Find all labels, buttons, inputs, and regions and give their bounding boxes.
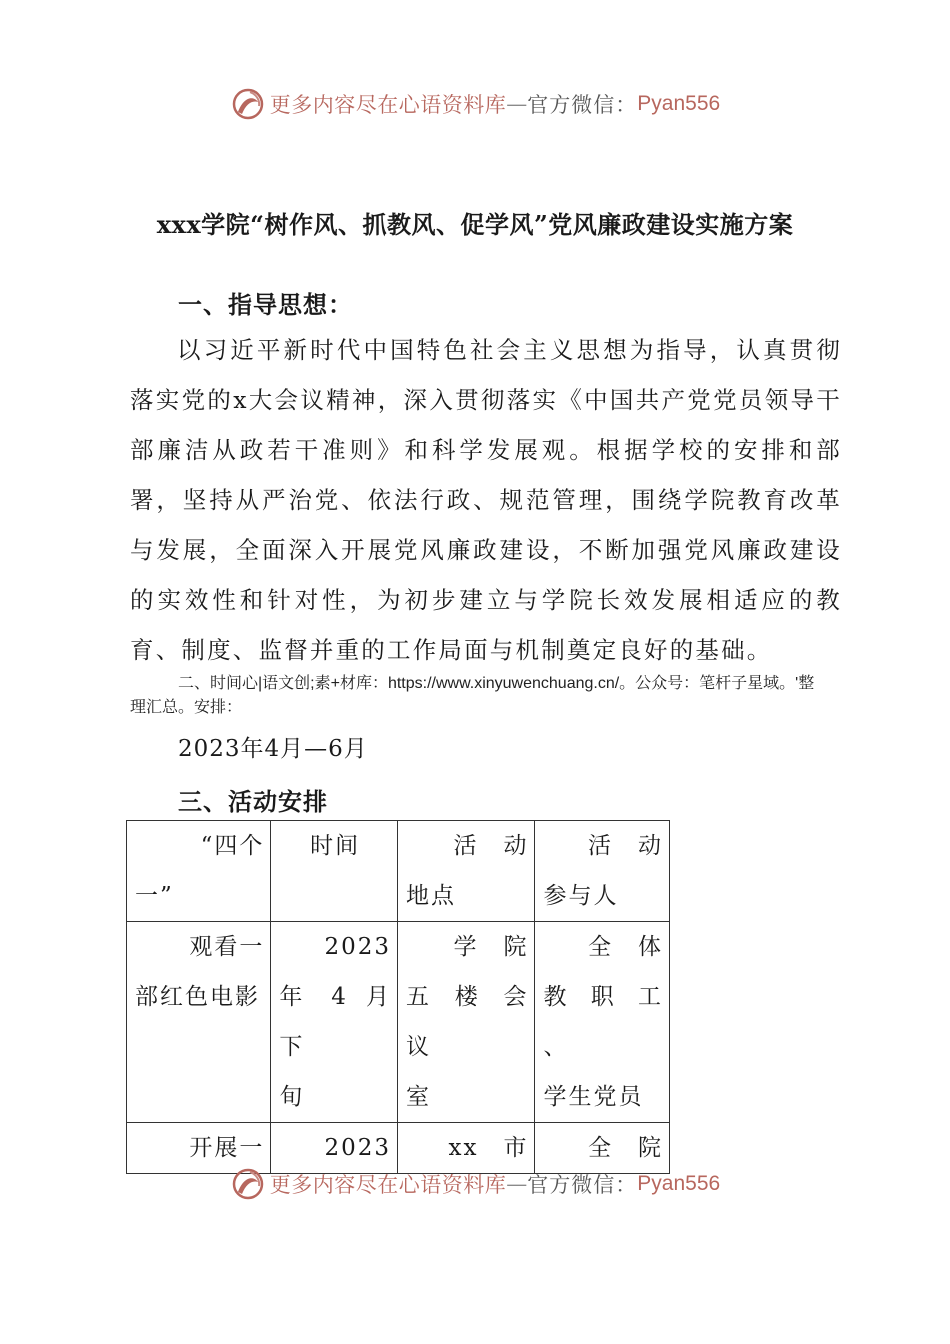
section-heading-activity: 三、活动安排 [178,787,328,816]
cell-text: 一” [135,883,174,909]
watermark-banner-bottom [0,1164,950,1204]
swirl-logo-icon [230,1166,266,1202]
cell-text: 年 4 月 下 [279,984,391,1060]
cell-text: 参与人 [543,883,619,909]
brand-text: 更多内容尽在心语资料库 [269,93,507,117]
table-cell [127,922,271,1123]
cell-text: 2023 [324,1135,391,1161]
table-header-row [127,821,670,922]
table-cell [535,922,670,1123]
date-range: 2023年4月—6月 [178,736,368,762]
guiding-paragraph: 以习近平新时代中国特色社会主义思想为指导，认真贯彻落实党的x大会议精神，深入贯彻落实《中国共产党党员领导干部廉洁从政若干准则》和科学发展观。根据学校的安排和部署，坚持从严治党、依法行政、规范管理，围绕学院教育改革与发展，全面深入开展党风廉政建设，不断加强党风廉政建设的实效性和针对性，为初步建立与学院长效发展相适应的教育、制度、监督并重的工作局面与机制奠定良好的基础。 [130,336,842,664]
table-row [127,922,670,1123]
cell-text: 2023 [324,934,391,960]
header-cell-four-ones [127,821,271,922]
cell-text: 旬 [279,1084,305,1110]
brand-separator: — [506,92,528,116]
table-cell [397,922,535,1123]
cell-text: 全 院 [588,1135,663,1161]
header-cell-time [271,821,398,922]
brand-text: 更多内容尽在心语资料库 [269,1173,507,1197]
cell-text: 观看一 [189,934,265,960]
cell-text: 部红色电影 [135,984,260,1010]
header-cell-participants [535,821,670,922]
cell-text: 学生党员 [543,1084,644,1110]
wechat-id: Pyan556 [637,1172,721,1195]
document-title: xxx学院“树作风、抓教风、促学风”党风廉政建设实施方案 [156,210,794,239]
cell-text: “四个 [200,833,265,859]
section-heading-guiding: 一、指导思想： [178,290,353,319]
brand-separator: — [506,1172,528,1196]
cell-text: 开展一 [189,1135,265,1161]
swirl-logo-icon [230,86,266,122]
activity-table [126,820,670,1174]
cell-text: 地点 [405,883,456,909]
cell-text: 五 楼 会 议 [405,984,529,1060]
cell-text: 时间 [310,833,361,859]
header-cell-location [397,821,535,922]
cell-text: 全 体 [588,934,663,960]
watermark-banner-top [0,84,950,124]
wechat-label: 官方微信： [527,1173,638,1197]
cell-text: 活 动 [453,833,529,859]
wechat-id: Pyan556 [637,92,721,115]
cell-text: 活 动 [588,833,663,859]
time-note-paragraph: 二、时间心|语文创;素+材库：https://www.xinyuwenchuang.cn/。公众号：笔杆子星域。'整理汇总。安排： [130,675,815,716]
cell-text: 学 院 [453,934,529,960]
cell-text: xx 市 [448,1135,529,1161]
cell-text: 教 职 工 、 [543,984,663,1060]
cell-text: 室 [405,1084,431,1110]
table-cell [271,922,398,1123]
wechat-label: 官方微信： [527,93,638,117]
